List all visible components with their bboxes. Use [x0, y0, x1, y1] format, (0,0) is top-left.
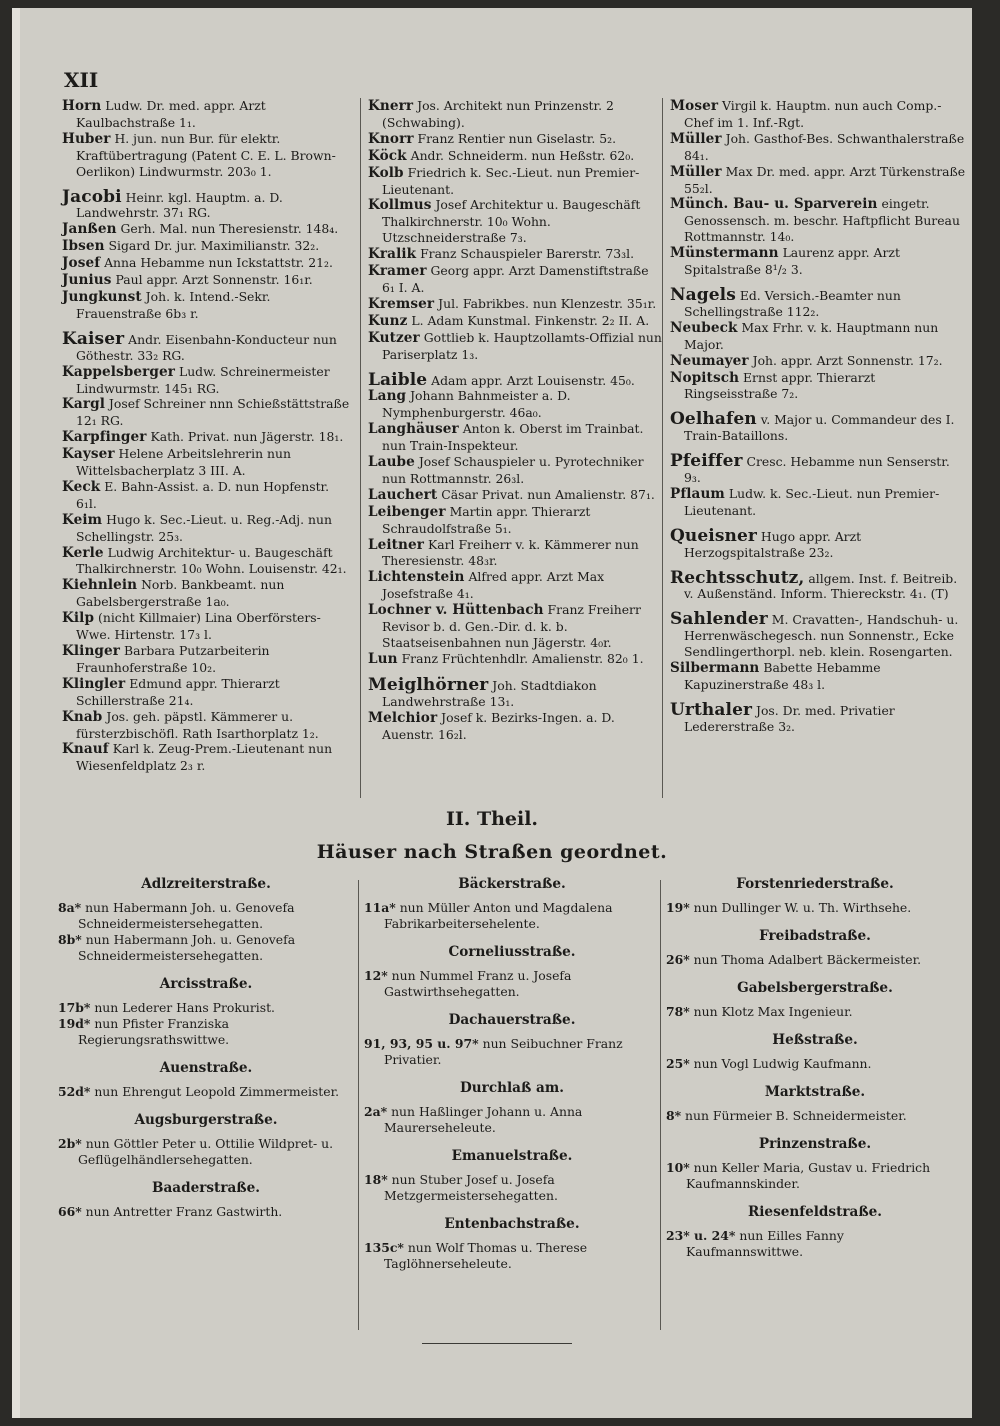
entry-details: Karl k. Zeug-Prem.-Lieutenant nun Wiesenfeldplatz 2₃ r.: [76, 741, 333, 774]
house-number: 8b*: [58, 932, 82, 947]
house-number: 23* u. 24*: [666, 1228, 736, 1243]
directory-entry: [670, 353, 966, 370]
directory-entry: [368, 296, 664, 313]
street-heading: Emanuelstraße.: [451, 1148, 573, 1164]
streets-column-3: [666, 876, 964, 1260]
directory-column-2: [368, 98, 664, 742]
entry-name: Jacobi: [62, 186, 122, 207]
directory-entry: [62, 98, 352, 131]
directory-entry: [368, 454, 664, 487]
directory-entry: [670, 451, 966, 486]
entry-details: Max Frhr. v. k. Hauptmann nun Major.: [684, 319, 939, 352]
entry-details: Franz Schauspieler Barerstr. 73₃l.: [416, 246, 635, 262]
streets-column-2: [364, 876, 660, 1272]
directory-entry: [368, 165, 664, 198]
directory-entry: [62, 396, 352, 429]
directory-entry: [670, 409, 966, 444]
directory-entry: [368, 330, 664, 363]
house-owner: nun Eilles Fanny Kaufmannswittwe.: [686, 1228, 844, 1259]
house-owner: nun Keller Maria, Gustav u. Friedrich Kaufmannskinder.: [686, 1160, 931, 1191]
entry-name: Jungkunst: [62, 288, 142, 305]
entry-details: Ernst appr. Thierarzt Ringseisstraße 7₂.: [684, 369, 876, 402]
entry-details: Georg appr. Arzt Damenstiftstraße 6₁ I. A.: [382, 263, 649, 295]
entry-details: eingetr. Genossensch. m. beschr. Haftpflicht Bureau Rottmannstr. 14₀.: [684, 196, 960, 245]
directory-entry: [368, 246, 664, 263]
entry-details: Franz Früchtenhdlr. Amalienstr. 82₀ 1.: [397, 650, 644, 666]
entry-name: Knerr: [368, 98, 414, 114]
house-owner: nun Habermann Joh. u. Genovefa Schneidermeistersehegatten.: [78, 900, 295, 931]
house-number: 26*: [666, 952, 690, 967]
directory-entry: [670, 164, 966, 197]
house-number: 12*: [364, 968, 388, 983]
entry-name: Knauf: [62, 741, 109, 758]
entry-name: Silbermann: [670, 660, 760, 677]
directory-entry: [368, 313, 664, 330]
entry-details: Anton k. Oberst im Trainbat. nun Train-Inspekteur.: [382, 421, 644, 454]
entry-name: Leibenger: [368, 503, 446, 520]
entry-details: H. jun. nun Bur. für elektr. Kraftübertragung (Patent C. E. L. Brown-Oerlikon) Lindwurmstr. 203₀ 1.: [76, 130, 336, 179]
entry-name: Kramer: [368, 263, 427, 280]
house-entry: [58, 1000, 354, 1016]
page-edge: [12, 8, 20, 1418]
house-entry: [364, 1240, 660, 1272]
entry-details: Adam appr. Arzt Louisenstr. 45₀.: [427, 372, 635, 388]
entry-name: Pflaum: [670, 485, 725, 502]
directory-entry: [670, 567, 966, 603]
entry-details: Jul. Fabrikbes. nun Klenzestr. 35₁r.: [434, 295, 657, 311]
entry-details: Ed. Versich.-Beamter nun Schellingstraße 112₂.: [684, 287, 901, 319]
house-entry: [364, 900, 660, 932]
directory-entry: [670, 320, 966, 353]
entry-details: Virgil k. Hauptm. nun auch Comp.-Chef im 1. Inf.-Rgt.: [684, 98, 942, 130]
house-entry: [666, 1160, 964, 1192]
entry-details: Joh. k. Intend.-Sekr. Frauenstraße 6b₃ r.: [76, 288, 271, 321]
street-heading: Augsburgerstraße.: [134, 1112, 278, 1128]
entry-name: Klinger: [62, 643, 121, 659]
house-owner: nun Fürmeier B. Schneidermeister.: [681, 1108, 907, 1123]
directory-entry: [62, 479, 352, 512]
entry-details: Norb. Bankbeamt. nun Gabelsbergerstraße 1a₀.: [76, 577, 285, 610]
house-number: 2a*: [364, 1104, 388, 1119]
directory-entry: [368, 148, 664, 165]
street-heading: Freibadstraße.: [759, 928, 871, 944]
entry-name: Kayser: [62, 446, 115, 463]
house-entry: [58, 900, 354, 932]
entry-details: Johann Bahnmeister a. D. Nymphenburgerstr. 46a₀.: [382, 388, 571, 421]
entry-details: Sigard Dr. jur. Maximilianstr. 32₂.: [104, 238, 320, 254]
entry-details: Karl Freiherr v. k. Kämmerer nun Theresienstr. 48₃r.: [382, 536, 639, 569]
directory-entry: [368, 602, 664, 651]
entry-name: Kaiser: [62, 328, 125, 349]
directory-entry: [62, 364, 352, 397]
entry-name: Pfeiffer: [670, 451, 743, 472]
street-heading: Marktstraße.: [764, 1084, 866, 1100]
entry-details: Ludw. k. Sec.-Lieut. nun Premier-Lieutenant.: [684, 485, 940, 518]
entry-name: Münstermann: [670, 245, 779, 262]
entry-name: Kollmus: [368, 197, 432, 214]
directory-entry: [670, 525, 966, 561]
directory-entry: [368, 131, 664, 148]
directory-entry: [670, 370, 966, 403]
directory-entry: [62, 429, 352, 446]
entry-details: M. Cravatten-, Handschuh- u. Herrenwäschegesch. nun Sonnenstr., Ecke Sendlingerthorpl. neb. klein. Rosengarten.: [684, 612, 959, 660]
house-number: 10*: [666, 1160, 690, 1175]
directory-column-3: [670, 98, 966, 735]
entry-details: Joh. Gasthof-Bes. Schwanthalerstraße 84₁.: [684, 130, 965, 163]
house-number: 66*: [58, 1204, 82, 1219]
entry-details: Hugo appr. Arzt Herzogspitalstraße 23₂.: [684, 528, 862, 560]
directory-entry: [670, 245, 966, 278]
entry-details: Kath. Privat. nun Jägerstr. 18₁.: [146, 429, 344, 445]
directory-entry: [62, 186, 352, 222]
directory-entry: [368, 487, 664, 504]
house-number: 8a*: [58, 900, 82, 915]
entry-details: Hugo k. Sec.-Lieut. u. Reg.-Adj. nun Schellingstr. 25₃.: [76, 511, 332, 544]
entry-name: Melchior: [368, 709, 438, 726]
house-number: 18*: [364, 1172, 388, 1187]
entry-name: Huber: [62, 130, 111, 147]
directory-entry: [670, 284, 966, 320]
directory-entry: [368, 651, 664, 668]
entry-name: Neubeck: [670, 319, 738, 336]
entry-name: Keck: [62, 478, 101, 495]
entry-details: Ludw. Dr. med. appr. Arzt Kaulbachstraße 1₁.: [76, 98, 266, 130]
entry-details: Alfred appr. Arzt Max Josefstraße 4₁.: [382, 569, 605, 602]
entry-details: Franz Freiherr Revisor b. d. Gen.-Dir. d. k. b. Staatseisenbahnen nun Jägerstr. 4₀r.: [382, 602, 641, 650]
house-entry: [58, 932, 354, 964]
entry-name: Laube: [368, 454, 415, 471]
entry-name: Müller: [670, 163, 722, 180]
entry-name: Keim: [62, 511, 103, 528]
entry-name: Nopitsch: [670, 369, 740, 386]
directory-entry: [368, 388, 664, 421]
entry-name: Kralik: [368, 246, 417, 263]
entry-details: Gottlieb k. Hauptzollamts-Offizial nun Pariserplatz 1₃.: [382, 329, 662, 362]
house-number: 8*: [666, 1108, 682, 1123]
house-number: 2b*: [58, 1136, 82, 1151]
entry-details: Barbara Putzarbeiterin Fraunhoferstraße 10₂.: [76, 643, 270, 675]
directory-entry: [62, 238, 352, 255]
directory-entry: [62, 610, 352, 643]
entry-details: Joh. appr. Arzt Sonnenstr. 17₂.: [748, 352, 943, 368]
directory-entry: [62, 709, 352, 742]
entry-name: Kolb: [368, 164, 404, 181]
directory-entry: [368, 197, 664, 246]
house-entry: [666, 900, 964, 916]
entry-details: Edmund appr. Thierarzt Schillerstraße 21₄.: [76, 675, 280, 708]
entry-details: L. Adam Kunstmal. Finkenstr. 2₂ II. A.: [407, 312, 650, 328]
entry-name: Lauchert: [368, 486, 438, 503]
entry-details: Max Dr. med. appr. Arzt Türkenstraße 55₂l.: [684, 163, 966, 196]
entry-details: Ludw. Schreinermeister Lindwurmstr. 145₁ RG.: [76, 363, 330, 396]
directory-entry: [62, 676, 352, 709]
directory-entry: [368, 369, 664, 390]
house-number: 135c*: [364, 1240, 404, 1255]
entry-details: Cäsar Privat. nun Amalienstr. 87₁.: [437, 486, 655, 502]
directory-entry: [62, 131, 352, 180]
house-entry: [666, 952, 964, 968]
house-owner: nun Pfister Franziska Regierungsrathswittwe.: [78, 1016, 230, 1047]
entry-name: Kilp: [62, 610, 95, 627]
house-owner: nun Lederer Hans Prokurist.: [90, 1000, 275, 1015]
directory-entry: [62, 255, 352, 272]
entry-details: Josef k. Bezirks-Ingen. a. D. Auenstr. 16₂l.: [382, 709, 615, 742]
entry-details: E. Bahn-Assist. a. D. nun Hopfenstr. 6₁l.: [76, 478, 330, 511]
entry-details: Anna Hebamme nun Ickstattstr. 21₂.: [100, 255, 333, 271]
column-divider: [360, 98, 361, 798]
directory-entry: [670, 609, 966, 660]
street-heading: Corneliusstraße.: [448, 944, 576, 960]
entry-name: Lang: [368, 388, 407, 405]
directory-entry: [368, 504, 664, 537]
entry-details: Jos. Dr. med. Privatier Ledererstraße 3₂.: [684, 702, 895, 734]
entry-name: Neumayer: [670, 352, 749, 369]
entry-details: allgem. Inst. f. Beitreib. v. Außenständ. Inform. Thiereckstr. 4₁. (T): [684, 570, 958, 602]
directory-entry: [670, 98, 966, 131]
entry-details: Franz Rentier nun Giselastr. 5₂.: [413, 130, 617, 146]
street-heading: Bäckerstraße.: [458, 876, 566, 892]
directory-entry: [368, 421, 664, 454]
entry-details: Heinr. kgl. Hauptm. a. D. Landwehrstr. 37₁ RG.: [76, 189, 283, 221]
house-number: 78*: [666, 1004, 690, 1019]
house-entry: [666, 1056, 964, 1072]
directory-entry: [368, 537, 664, 570]
column-divider: [660, 880, 661, 1330]
street-heading: Arcisstraße.: [159, 976, 253, 992]
house-number: 25*: [666, 1056, 690, 1071]
directory-entry: [670, 131, 966, 164]
entry-details: Laurenz appr. Arzt Spitalstraße 8¹/₂ 3.: [684, 245, 900, 278]
entry-details: Gerh. Mal. nun Theresienstr. 148₄.: [116, 221, 339, 237]
entry-name: Junius: [62, 272, 112, 289]
directory-entry: [62, 289, 352, 322]
entry-name: Rechtsschutz,: [670, 567, 805, 588]
entry-name: Langhäuser: [368, 421, 459, 438]
house-owner: nun Seibuchner Franz Privatier.: [384, 1036, 623, 1067]
entry-name: Kiehnlein: [62, 577, 138, 594]
directory-entry: [368, 710, 664, 743]
entry-name: Köck: [368, 147, 407, 164]
house-owner: nun Stuber Josef u. Josefa Metzgermeistersehegatten.: [384, 1172, 558, 1203]
house-owner: nun Müller Anton und Magdalena Fabrikarbeitersehelente.: [384, 900, 613, 931]
entry-details: (nicht Killmaier) Lina Oberförsters-Wwe. Hirtenstr. 17₃ l.: [76, 610, 321, 643]
entry-name: Knorr: [368, 130, 414, 147]
house-entry: [58, 1084, 354, 1100]
house-entry: [666, 1228, 964, 1260]
entry-details: Andr. Schneiderm. nun Heßstr. 62₀.: [406, 147, 635, 163]
street-heading: Adlzreiterstraße.: [141, 876, 271, 892]
house-owner: nun Klotz Max Ingenieur.: [689, 1004, 853, 1019]
end-rule: [422, 1343, 572, 1344]
entry-name: Kerle: [62, 544, 104, 561]
entry-name: Karpfinger: [62, 429, 147, 446]
directory-entry: [670, 486, 966, 519]
entry-name: Laible: [368, 369, 428, 390]
directory-entry: [368, 263, 664, 296]
house-number: 52d*: [58, 1084, 91, 1099]
entry-name: Kunz: [368, 312, 408, 329]
entry-details: Josef Architektur u. Baugeschäft Thalkirchnerstr. 10₀ Wohn. Utzschneiderstraße 7₃.: [382, 197, 641, 246]
house-entry: [58, 1016, 354, 1048]
street-heading: Entenbachstraße.: [444, 1216, 580, 1232]
directory-entry: [368, 98, 664, 131]
entry-name: Josef: [62, 255, 101, 272]
house-owner: nun Vogl Ludwig Kaufmann.: [689, 1056, 872, 1071]
directory-entry: [62, 512, 352, 545]
entry-details: Paul appr. Arzt Sonnenstr. 16₁r.: [111, 272, 313, 288]
entry-name: Urthaler: [670, 699, 753, 720]
entry-name: Meiglhörner: [368, 674, 489, 695]
entry-details: v. Major u. Commandeur des I. Train-Bataillons.: [684, 412, 955, 444]
entry-details: Helene Arbeitslehrerin nun Wittelsbacherplatz 3 III. A.: [76, 446, 291, 479]
house-owner: nun Thoma Adalbert Bäckermeister.: [689, 952, 922, 967]
entry-details: Josef Schreiner nnn Schießstättstraße 12₁ RG.: [76, 396, 350, 429]
entry-name: Oelhafen: [670, 409, 757, 430]
page-number: XII: [64, 68, 99, 92]
directory-entry: [368, 674, 664, 710]
entry-name: Lichtenstein: [368, 569, 465, 586]
entry-name: Sahlender: [670, 609, 768, 630]
house-entry: [364, 968, 660, 1000]
directory-entry: [62, 643, 352, 676]
entry-details: Martin appr. Thierarzt Schraudolfstraße 5₁.: [382, 503, 591, 536]
entry-name: Knab: [62, 708, 103, 725]
house-owner: nun Nummel Franz u. Josefa Gastwirthsehegatten.: [384, 968, 572, 999]
house-entry: [666, 1004, 964, 1020]
street-heading: Riesenfeldstraße.: [747, 1204, 883, 1220]
house-entry: [364, 1172, 660, 1204]
entry-name: Nagels: [670, 284, 736, 305]
entry-details: Jos. geh. päpstl. Kämmerer u. fürsterzbischöfl. Rath Isarthorplatz 1₂.: [76, 708, 319, 741]
entry-name: Horn: [62, 98, 102, 114]
street-heading: Prinzenstraße.: [758, 1136, 872, 1152]
house-entry: [666, 1108, 964, 1124]
entry-details: Cresc. Hebamme nun Senserstr. 9₃.: [684, 454, 950, 486]
directory-entry: [368, 569, 664, 602]
house-entry: [364, 1036, 660, 1068]
section-subtitle: Häuser nach Straßen geordnet.: [316, 841, 668, 863]
house-number: 19*: [666, 900, 690, 915]
column-divider: [358, 880, 359, 1330]
street-heading: Forstenriederstraße.: [736, 876, 894, 892]
house-number: 91, 93, 95 u. 97*: [364, 1036, 479, 1051]
document-page: [12, 8, 972, 1418]
section-title: II. Theil.: [445, 808, 539, 830]
street-heading: Baaderstraße.: [151, 1180, 261, 1196]
directory-entry: [62, 272, 352, 289]
house-number: 11a*: [364, 900, 396, 915]
house-owner: nun Ehrengut Leopold Zimmermeister.: [90, 1084, 340, 1099]
street-heading: Durchlaß am.: [460, 1080, 564, 1096]
entry-name: Lun: [368, 650, 398, 667]
directory-entry: [62, 328, 352, 364]
entry-name: Moser: [670, 98, 719, 114]
directory-entry: [62, 545, 352, 578]
entry-name: Kremser: [368, 295, 435, 312]
street-heading: Gabelsbergerstraße.: [737, 980, 893, 996]
house-owner: nun Göttler Peter u. Ottilie Wildpret- u. Geflügelhändlersehegatten.: [78, 1136, 334, 1167]
entry-name: Kutzer: [368, 329, 420, 346]
house-owner: nun Antretter Franz Gastwirth.: [81, 1204, 283, 1219]
street-heading: Dachauerstraße.: [448, 1012, 576, 1028]
entry-name: Kappelsberger: [62, 363, 176, 380]
entry-name: Müller: [670, 130, 722, 147]
entry-name: Queisner: [670, 525, 757, 546]
directory-entry: [62, 741, 352, 774]
street-heading: Auenstraße.: [159, 1060, 253, 1076]
house-entry: [58, 1136, 354, 1168]
entry-details: Joh. Stadtdiakon Landwehrstraße 13₁.: [382, 677, 597, 709]
directory-entry: [62, 577, 352, 610]
directory-entry: [62, 446, 352, 479]
entry-details: Jos. Architekt nun Prinzenstr. 2 (Schwabing).: [382, 98, 614, 130]
entry-details: Friedrich k. Sec.-Lieut. nun Premier-Lieutenant.: [382, 164, 640, 197]
entry-name: Klingler: [62, 675, 126, 692]
entry-name: Leitner: [368, 536, 425, 553]
house-owner: nun Dullinger W. u. Th. Wirthsehe.: [689, 900, 912, 915]
directory-entry: [670, 699, 966, 735]
house-owner: nun Wolf Thomas u. Therese Taglöhnerseheleute.: [384, 1240, 588, 1271]
directory-entry: [670, 196, 966, 245]
directory-entry: [670, 660, 966, 693]
entry-details: Babette Hebamme Kapuzinerstraße 48₃ l.: [684, 660, 881, 692]
house-entry: [58, 1204, 354, 1220]
entry-details: Andr. Eisenbahn-Konducteur nun Göthestr. 33₂ RG.: [76, 331, 337, 363]
house-owner: nun Habermann Joh. u. Genovefa Schneidermeistersehegatten.: [78, 932, 296, 963]
street-heading: Heßstraße.: [772, 1032, 858, 1048]
house-number: 19d*: [58, 1016, 91, 1031]
entry-name: Janßen: [62, 221, 117, 238]
entry-details: Josef Schauspieler u. Pyrotechniker nun Rottmannstr. 26₃l.: [382, 454, 644, 486]
entry-name: Ibsen: [62, 238, 105, 255]
entry-name: Kargl: [62, 396, 105, 413]
entry-name: Lochner v. Hüttenbach: [368, 602, 544, 619]
house-owner: nun Haßlinger Johann u. Anna Maurerseheleute.: [384, 1104, 583, 1135]
streets-column-1: [58, 876, 354, 1220]
entry-name: Münch. Bau- u. Sparverein: [670, 196, 878, 213]
directory-column-1: [62, 98, 352, 774]
house-number: 17b*: [58, 1000, 91, 1015]
directory-entry: [62, 221, 352, 238]
entry-details: Ludwig Architektur- u. Baugeschäft Thalkirchnerstr. 10₀ Wohn. Louisenstr. 42₁.: [76, 544, 347, 577]
house-entry: [364, 1104, 660, 1136]
